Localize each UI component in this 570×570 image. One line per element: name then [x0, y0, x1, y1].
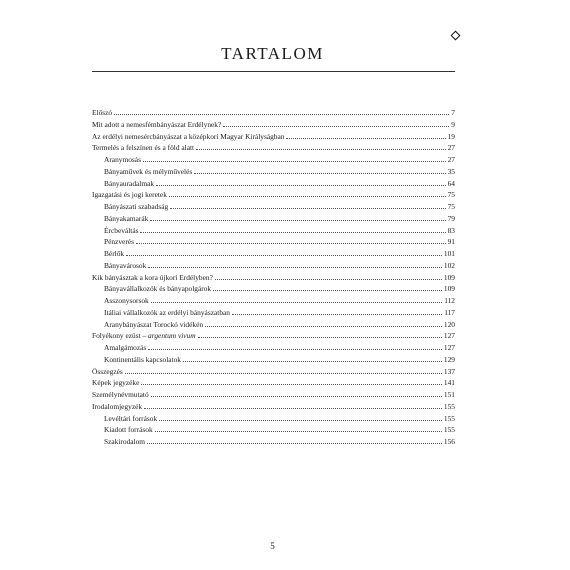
toc-entry-page: 129 — [443, 354, 455, 364]
toc-entry-title: Pénzverés — [104, 237, 134, 247]
toc-entry-page: 64 — [447, 178, 455, 188]
toc-entry-title: Szakirodalom — [104, 437, 146, 446]
toc-entry-page: 120 — [443, 319, 455, 329]
toc-entry-title: Asszonysorsok — [104, 296, 149, 305]
toc-entry-page: 151 — [443, 390, 455, 399]
dot-leader — [144, 401, 442, 409]
toc-entry — [92, 377, 455, 389]
dot-leader — [143, 154, 446, 162]
toc-entry-title: Aranybányászat Torockó vidékén — [104, 319, 204, 329]
toc-entry-title: Bányauradalmak — [104, 178, 155, 188]
dot-leader — [194, 166, 445, 174]
page-number: 5 — [270, 541, 275, 551]
toc-subentry — [92, 248, 455, 260]
toc-subentry — [92, 424, 455, 436]
toc-entry-title: Igazgatási és jogi keretek — [92, 190, 167, 200]
table-of-contents — [92, 107, 455, 448]
toc-entry-page: 83 — [447, 225, 455, 235]
toc-entry-title: Amalgámozás — [104, 343, 147, 352]
toc-entry-title: Levéltári források — [104, 413, 158, 423]
toc-entry-title: Bányavállalkozók és bányapolgárok — [104, 284, 212, 294]
dot-leader — [151, 389, 442, 397]
toc-entry — [92, 107, 455, 119]
toc-subentry — [92, 413, 455, 425]
toc-entry-page: 7 — [451, 108, 455, 117]
toc-entry — [92, 189, 455, 201]
page-title: TARTALOM — [221, 44, 324, 63]
dot-leader — [125, 366, 442, 374]
dot-leader — [196, 142, 446, 150]
dot-leader — [205, 319, 442, 327]
toc-entry-title: Folyékony ezüst – argentum vivum — [92, 331, 196, 341]
toc-entry-title: Bányászati szabadság — [104, 202, 169, 211]
dot-leader — [148, 342, 442, 350]
toc-entry-page: 141 — [443, 378, 455, 388]
toc-subentry — [92, 225, 455, 237]
dot-leader — [148, 260, 442, 268]
toc-entry-page: 91 — [447, 237, 455, 247]
toc-entry-page: 127 — [443, 343, 455, 352]
dot-leader — [126, 248, 442, 256]
toc-entry-title: Mit adott a nemesfémbányászat Erdélynek? — [92, 119, 222, 129]
toc-entry-page: 112 — [444, 296, 455, 305]
toc-entry-title: Kiadott források — [104, 425, 153, 435]
toc-entry-page: 155 — [443, 425, 455, 435]
toc-subentry — [92, 213, 455, 225]
toc-entry — [92, 389, 455, 401]
dot-leader — [169, 189, 446, 197]
toc-entry-title: Képek jegyzéke — [92, 378, 140, 388]
dot-leader — [156, 178, 446, 186]
toc-subentry — [92, 166, 455, 178]
toc-entry-page: 75 — [447, 202, 455, 211]
toc-subentry — [92, 236, 455, 248]
dot-leader — [140, 225, 445, 233]
toc-entry-page: 127 — [443, 331, 455, 341]
toc-subentry — [92, 295, 455, 307]
dot-leader — [223, 119, 449, 127]
toc-entry-page: 102 — [443, 260, 455, 270]
toc-subentry — [92, 154, 455, 166]
toc-entry-title: Kontinentális kapcsolatok — [104, 354, 181, 364]
toc-entry-title: Termelés a felszínen és a föld alatt — [92, 143, 195, 153]
toc-entry-page: 27 — [447, 155, 455, 164]
dot-leader — [198, 330, 442, 338]
toc-entry-page: 156 — [443, 437, 455, 446]
dot-leader — [183, 354, 442, 362]
toc-subentry — [92, 307, 455, 319]
dot-leader — [213, 283, 442, 291]
title-divider — [92, 71, 455, 72]
toc-subentry — [92, 178, 455, 190]
dot-leader — [232, 307, 442, 315]
toc-entry — [92, 366, 455, 378]
toc-entry — [92, 330, 455, 342]
toc-entry — [92, 272, 455, 284]
toc-entry-title: Bányaművek és mélyművelés — [104, 166, 193, 176]
toc-entry-title: Kik bányásztak a kora újkori Erdélyben? — [92, 272, 213, 282]
toc-entry-title: Bányavárosok — [104, 260, 147, 270]
toc-entry-page: 19 — [447, 131, 455, 141]
dot-leader — [147, 436, 442, 444]
toc-entry-title: Ércbeváltás — [104, 225, 139, 235]
dot-leader — [136, 236, 446, 244]
toc-entry-title: Személynévmutató — [92, 390, 149, 399]
dot-leader — [114, 107, 449, 115]
toc-entry-title: Összegzés — [92, 366, 123, 376]
toc-subentry — [92, 283, 455, 295]
toc-entry-page: 155 — [443, 401, 455, 411]
toc-entry-title: Bányakamarák — [104, 213, 149, 223]
toc-entry — [92, 131, 455, 143]
toc-entry — [92, 119, 455, 131]
toc-entry-page: 117 — [444, 307, 455, 317]
dot-leader — [286, 131, 445, 139]
toc-subentry — [92, 260, 455, 272]
toc-entry-page: 155 — [443, 413, 455, 423]
toc-entry-page: 101 — [443, 249, 455, 258]
toc-entry-title: Aranymosás — [104, 155, 141, 164]
dot-leader — [150, 213, 445, 221]
toc-entry-title: Bérlők — [104, 249, 125, 258]
toc-entry-title: Itáliai vállalkozók az erdélyi bányászatban — [104, 307, 230, 317]
toc-entry-page: 75 — [447, 190, 455, 200]
toc-entry-title: Irodalomjegyzék — [92, 401, 143, 411]
toc-entry-page: 109 — [443, 284, 455, 294]
toc-entry-page: 27 — [447, 143, 455, 153]
toc-entry-page: 137 — [443, 366, 455, 376]
toc-entry-page: 79 — [447, 213, 455, 223]
toc-subentry — [92, 354, 455, 366]
toc-subentry — [92, 319, 455, 331]
toc-entry-page: 35 — [447, 166, 455, 176]
toc-entry — [92, 401, 455, 413]
dot-leader — [141, 377, 442, 385]
toc-entry-title: Előszó — [92, 108, 113, 117]
diamond-icon — [451, 31, 461, 41]
toc-subentry — [92, 436, 455, 448]
dot-leader — [215, 272, 442, 280]
dot-leader — [159, 413, 442, 421]
toc-entry-page: 9 — [451, 119, 455, 129]
toc-entry — [92, 142, 455, 154]
dot-leader — [151, 295, 442, 303]
toc-entry-title: Az erdélyi nemesércbányászat a középkori Magyar Királyságban — [92, 131, 285, 141]
dot-leader — [170, 201, 445, 209]
dot-leader — [155, 424, 442, 432]
toc-subentry — [92, 201, 455, 213]
toc-subentry — [92, 342, 455, 354]
toc-entry-page: 109 — [443, 272, 455, 282]
